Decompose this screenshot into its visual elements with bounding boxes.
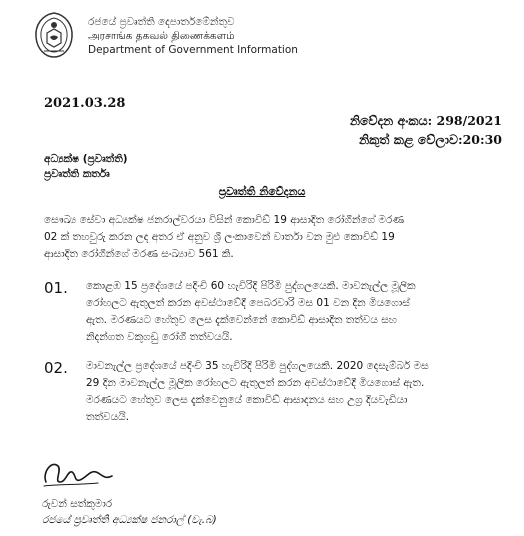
issue-time: නිකුත් කළ වේලාව:20:30	[359, 132, 502, 147]
item-number: 02.	[44, 359, 68, 377]
paragraph-line: ආසාදිත රෝගීන්ගේ මරණ සංඛ්‍යාව 561 කි.	[44, 248, 234, 260]
addressee-line: ප්‍රවෘත්ති කර්තෘ	[44, 168, 110, 180]
item-number: 01.	[44, 279, 68, 297]
addressee-line: අධ්‍යක්ෂ (ප්‍රවෘත්ති)	[44, 153, 128, 165]
heading-text: ප්‍රවෘත්ති නිවේදනය	[218, 185, 306, 198]
signer-title: රජයේ ප්‍රවෘත්ති අධ්‍යක්ෂ ජනරාල් (වැ.බ)	[42, 514, 217, 526]
paragraph-line: තත්වයයි.	[86, 411, 130, 423]
paragraph-line: මාවනැල්ල ප්‍රදේශයේ පදිංචි 35 හැවිරිදි පිරිමි පුද්ගලයෙකි. 2020 දෙසැම්බර් මස	[86, 360, 429, 372]
paragraph-line: 02 ක් තහවුරු කරන ලද අතර ඒ අනුව ශ්‍රී ලංකාවෙන් වාර්තා වන මුළු කොවිඩ් 19	[44, 231, 395, 243]
department-header	[88, 15, 298, 57]
intro-paragraph	[44, 212, 499, 263]
paragraph-line: කොළඹ 15 ප්‍රදේශයේ පදිංචි 60 හැවිරිදි පිරිමි පුද්ගලයෙකි. මාවනැල්ල මූලික	[86, 280, 416, 292]
paragraph-line: රෝහලට ඇතුලත් කරන අවස්ථාවේදී පෙබරවාරි මස 01 වන දින මියගොස්	[86, 297, 410, 309]
paragraph-line: සෞඛ්‍ය සේවා අධ්‍යක්ෂ ජනරාල්වරයා විසින් කොවිඩ් 19 ආසාදිත රෝගීන්ගේ මරණ	[44, 214, 405, 226]
signer-block	[42, 496, 217, 528]
item-paragraph	[86, 278, 502, 346]
handwritten-signature	[38, 452, 118, 492]
paragraph-line: නිදන්ගත වකුගඩු රෝගී තත්වයයි.	[86, 331, 233, 343]
item-paragraph	[86, 358, 502, 426]
signer-name: රුවන් සත්කුමාර	[42, 498, 113, 510]
addressee-block	[44, 152, 128, 182]
department-name-tamil: அரசாங்க தகவல் திணைக்களம்	[88, 30, 235, 42]
government-emblem-logo	[32, 11, 76, 59]
release-number: නිවේදන අංකය: 298/2021	[349, 113, 502, 128]
department-name-sinhala: රජයේ ප්‍රවෘත්ති දෙපාර්තමේන්තුව	[88, 16, 235, 28]
department-name-english: Department of Government Information	[88, 44, 298, 56]
press-release-heading	[0, 180, 524, 199]
paragraph-line: ඇත. මරණයට හේතුව ලෙස දැක්වෙන්නේ කොවිඩ් ආසාදිත තත්වය සහ	[86, 314, 398, 326]
paragraph-line: 29 දින මාවනැල්ල මූලික රෝහලට ඇතුලත් කරන අවස්ථාවේදී මියගොස් ඇත.	[86, 377, 425, 389]
release-date: 2021.03.28	[44, 96, 126, 111]
paragraph-line: මරණයට හේතුව ලෙස දැක්වෙනුයේ කොවිඩ් ආසාදනය සහ උග්‍ර දියවැඩියා	[86, 394, 408, 406]
release-reference	[350, 111, 502, 149]
